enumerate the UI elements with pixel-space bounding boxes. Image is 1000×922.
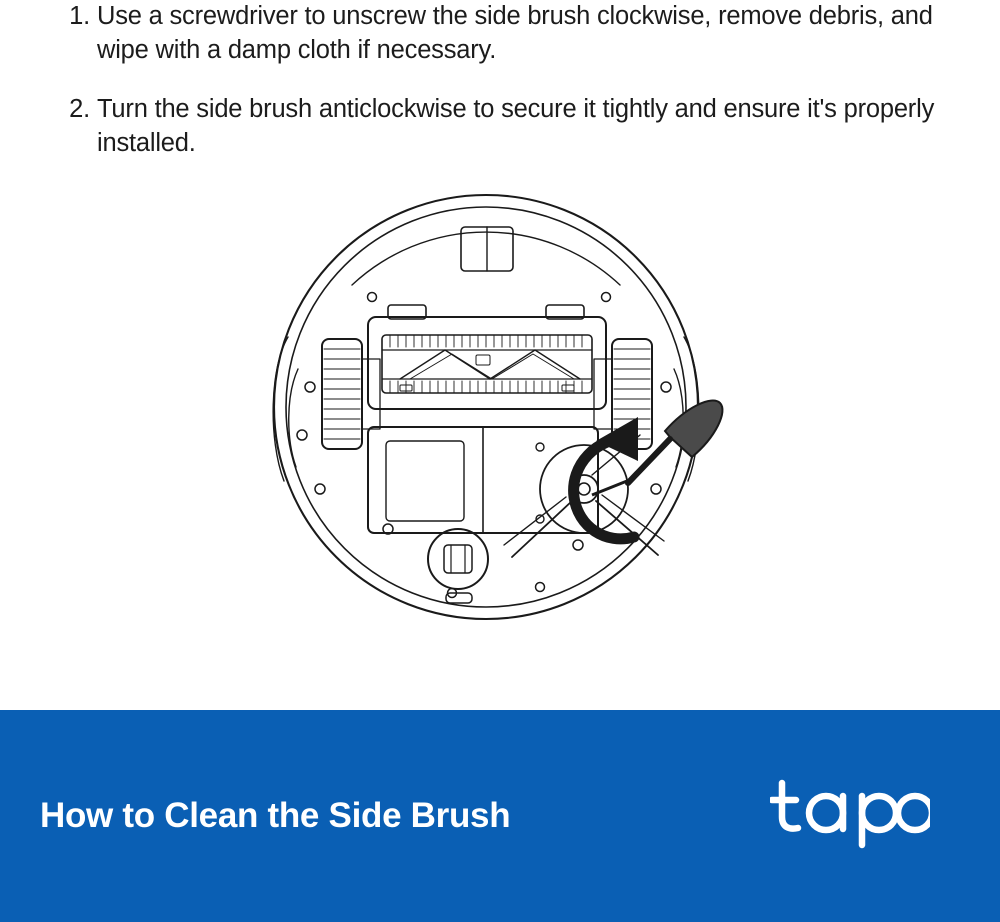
footer-title: How to Clean the Side Brush (40, 796, 511, 835)
step-number: 2. (69, 95, 90, 124)
instruction-list (0, 0, 1000, 187)
list-item (56, 0, 944, 67)
robot-vacuum-bottom-diagram (240, 189, 760, 649)
step-number: 1. (69, 2, 90, 30)
step-text: Use a screwdriver to unscrew the side brush clockwise, remove debris, and wipe with a damp cloth if necessary. (97, 2, 933, 64)
step-text: Turn the side brush anticlockwise to secure it tightly and ensure it's properly installed. (97, 95, 935, 157)
tapo-logo (770, 777, 930, 856)
footer-banner (0, 710, 1000, 922)
rotation-arrow-icon (574, 417, 638, 539)
list-item (56, 93, 944, 160)
